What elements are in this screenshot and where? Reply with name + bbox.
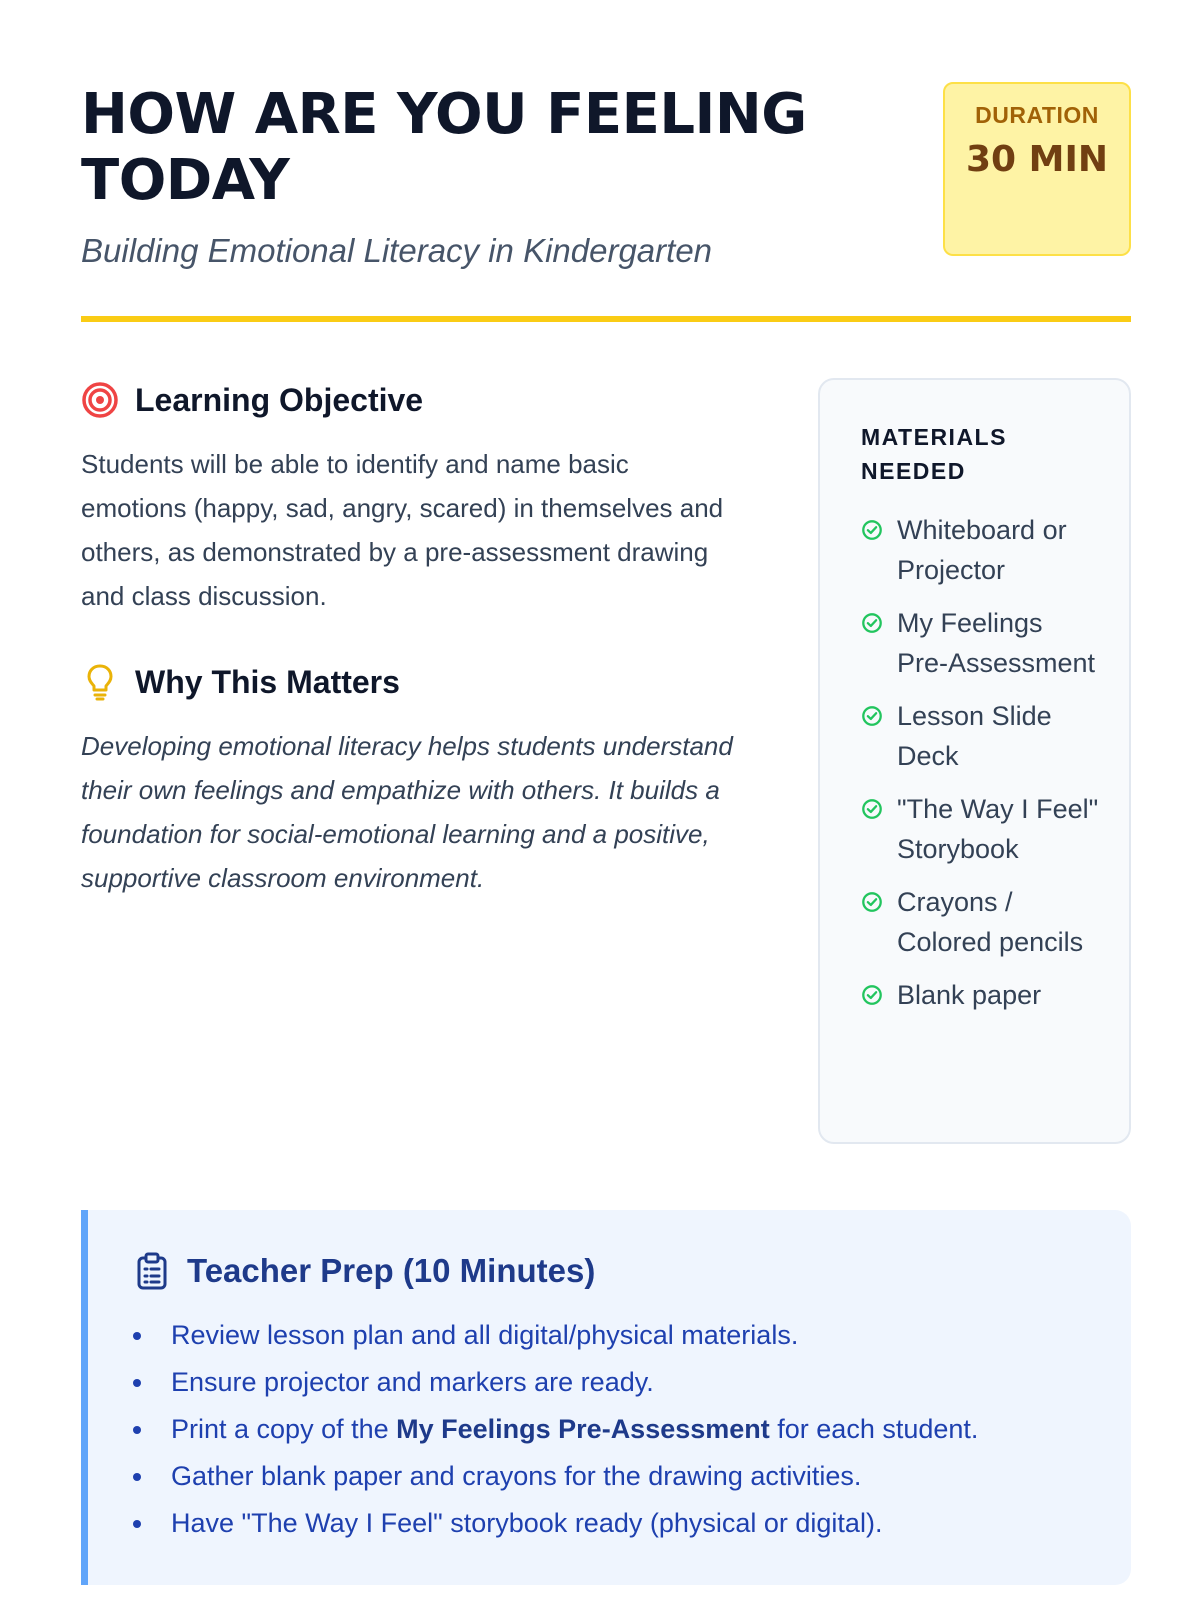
check-circle-icon <box>861 510 883 550</box>
material-item <box>861 789 1099 869</box>
check-circle-icon <box>861 882 883 922</box>
why-heading: Why This Matters <box>135 663 400 700</box>
objective-header <box>81 380 741 420</box>
teacher-prep-card <box>81 1210 1131 1585</box>
lesson-header <box>81 82 1131 322</box>
lightbulb-icon <box>81 663 119 701</box>
why-header <box>81 662 741 702</box>
check-circle-icon <box>861 696 883 736</box>
duration-value: 30 MIN <box>966 139 1108 180</box>
material-item <box>861 882 1099 962</box>
why-text: Developing emotional literacy helps students understand their own feelings and empathize with others. It builds a foundation for social-emotional learning and a positive, supportive classroom environment. <box>81 731 733 893</box>
objective-heading: Learning Objective <box>135 381 424 418</box>
material-label: Whiteboard or Projector <box>897 515 1067 585</box>
prep-heading: Teacher Prep (10 Minutes) <box>187 1252 596 1289</box>
clipboard-icon <box>133 1252 171 1290</box>
material-label: Crayons / Colored pencils <box>897 887 1084 957</box>
material-item <box>861 975 1099 1015</box>
materials-heading: MATERIALS NEEDED <box>861 424 1007 484</box>
duration-label: DURATION <box>975 102 1099 128</box>
materials-card <box>818 378 1131 1144</box>
material-label: "The Way I Feel" Storybook <box>897 794 1099 864</box>
material-label: Lesson Slide Deck <box>897 701 1052 771</box>
material-label: Blank paper <box>897 980 1042 1010</box>
target-icon <box>81 381 119 419</box>
check-circle-icon <box>861 603 883 643</box>
prep-header <box>133 1252 1131 1290</box>
prep-item: Gather blank paper and crayons for the drawing activities. <box>133 1453 1131 1500</box>
prep-item: Review lesson plan and all digital/physical materials. <box>133 1312 1131 1359</box>
check-circle-icon <box>861 975 883 1015</box>
materials-list <box>861 510 1099 1015</box>
prep-list <box>133 1312 1131 1547</box>
page-subtitle: Building Emotional Literacy in Kindergarten <box>81 232 713 269</box>
prep-item-text: Print a copy of the <box>171 1414 397 1444</box>
prep-item <box>133 1406 1131 1453</box>
prep-item-text: for each student. <box>769 1414 979 1444</box>
prep-item-emphasis: My Feelings Pre-Assessment <box>396 1414 770 1444</box>
page-title: HOW ARE YOU FEELING TODAY <box>81 82 807 213</box>
objective-text: Students will be able to identify and name basic emotions (happy, sad, angry, scared) in themselves and others, as demonstrated by a pre-assessment drawing and class discussion. <box>81 449 724 611</box>
material-label: My Feelings Pre-Assessment <box>897 608 1096 678</box>
main-content <box>81 380 741 900</box>
check-circle-icon <box>861 789 883 829</box>
duration-badge <box>943 82 1131 256</box>
header-divider <box>81 316 1131 322</box>
material-item <box>861 696 1099 776</box>
material-item <box>861 603 1099 683</box>
material-item <box>861 510 1099 590</box>
prep-item: Have "The Way I Feel" storybook ready (physical or digital). <box>133 1500 1131 1547</box>
prep-item: Ensure projector and markers are ready. <box>133 1359 1131 1406</box>
